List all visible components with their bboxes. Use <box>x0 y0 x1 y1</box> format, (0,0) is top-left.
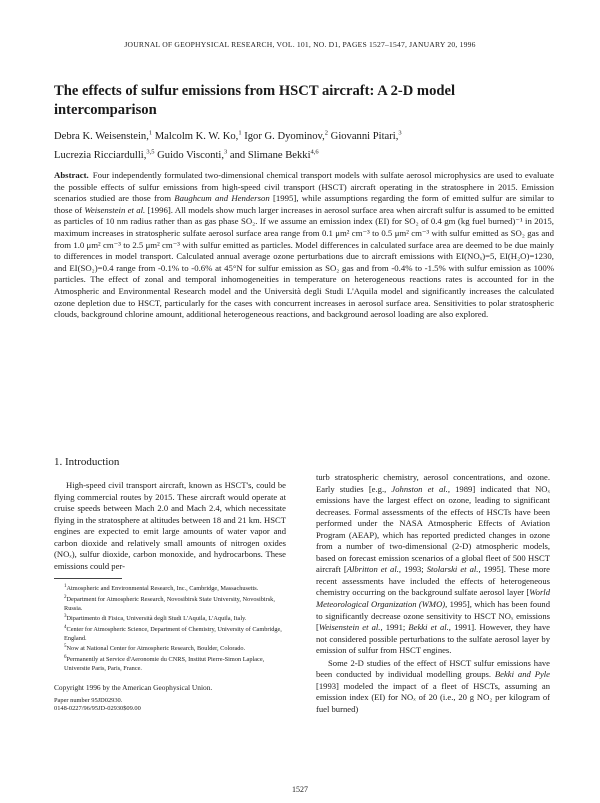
footnote: $^6$Permanently at Service d'Aeronomie du CNRS, Institut Pierre-Simon Laplace, Universite Paris, Paris, France. <box>64 655 265 672</box>
running-header: JOURNAL OF GEOPHYSICAL RESEARCH, VOL. 101, NO. D1, PAGES 1527–1547, JANUARY 20, 1996 <box>124 40 476 49</box>
right-column <box>316 472 550 715</box>
footnote: $^3$Dipartimento di Fisica, Università degli Studi L'Aquila, L'Aquila, Italy. <box>64 614 247 623</box>
footnote: $^1$Atmospheric and Environmental Research, Inc., Cambridge, Massachusetts. <box>64 584 259 593</box>
abstract: Abstract. Four independently formulated two-dimensional chemical transport models with sulfate aerosol microphysics are used to evaluate the possible effects of sulfur emissions from high-speed civil transport (HSCT) aircraft operating in the stratosphere in 2015. Emission scenarios studied are those from Baughcum and Henderson [1995], while assumptions regarding the form of emitted sulfur are similar to those of Weisenstein et al. [1996]. All models show much larger increases in aerosol surface area when aircraft sulfur is assumed to be emitted as particles of 10 nm radius rather than as gas phase SO₂. If we assume an emission index (EI) for SO₂ of 0.4 gm (kg fuel burned)⁻¹ in 2015, maximum increases in stratospheric sulfate aerosol surface area range from 0.1 μm² cm⁻³ to 0.5 μm² cm⁻³ with sulfur emitted as SO₂ gas and from 1.0 μm² cm⁻³ to 2.5 μm² cm⁻³ with sulfur emitted as particles. Model differences in calculated surface area are deemed to be due mainly to differences in model transport. Calculated annual average ozone perturbations due to aircraft emissions with EI(NOₓ)=5, EI(H₂O)=1230, and EI(SO₂)=0.4 range from -0.1% to -0.6% at 45°N for sulfur emission as SO₂ gas and from -0.4% to -1.5% with sulfur emission as 100% particles. The effect of zonal and temporal inhomogeneities in temperature on heterogeneous reactions rates is accounted for in the Atmospheric and Environmental Research model and the Università degli Studi L'Aquila model and significantly increases the calculated ozone depletion due to HSCT, particularly for the cases with concurrent increases in aerosol surface area. Sensitivities to polar stratospheric clouds, background chlorine amount, additional heterogeneous reactions, and background aerosol loading are also explored. <box>54 170 554 320</box>
author: Giovanni Pitari,$^3$ <box>328 129 402 142</box>
footnote: $^4$Center for Atmospheric Science, Department of Chemistry, University of Cambridge, England. <box>64 625 282 642</box>
intro-paragraph: Some 2-D studies of the effect of HSCT sulfur emissions have been conducted by individual modelling groups. Bekki and Pyle [1993] modeled the impact of a fleet of HSCTs, assuming an emission index (EI) for NOₓ of 20 (i.e., 20 g NO₂ per kilogram of fuel burned) <box>316 657 550 714</box>
author: Debra K. Weisenstein,$^1$ <box>54 129 153 142</box>
author-list <box>54 125 554 163</box>
footnote: $^5$Now at National Center for Atmospheric Research, Boulder, Colorado. <box>64 644 246 653</box>
footnote-divider <box>54 578 122 579</box>
copyright-notice: Copyright 1996 by the American Geophysical Union. <box>54 683 213 693</box>
author: Guido Visconti,$^3$ <box>154 148 228 161</box>
abstract-label: Abstract. <box>54 170 89 180</box>
issn-code: 0148-0227/96/95JD-02930$09.00 <box>54 705 141 713</box>
paper-title: The effects of sulfur emissions from HSCT aircraft: A 2-D model intercomparison <box>54 83 456 118</box>
intro-paragraph: High-speed civil transport aircraft, known as HSCT's, could be flying commercial routes by 2015. These aircraft would operate at cruise speeds between Mach 2.0 and Mach 2.4, which necessitate flying in the stratosphere at altitudes between 18 and 21 km. HSCT engines are expected to emit large amounts of water vapor and carbon dioxide and relatively small amounts of nitrogen oxides (NOₓ), sulfur dioxide, carbon monoxide, and hydrocarbons. These emissions could per- <box>54 480 286 571</box>
section-heading: 1. Introduction <box>54 456 120 468</box>
author: Lucrezia Ricciardulli,$^{3,5}$ <box>54 148 155 161</box>
affiliation-footnotes <box>54 583 286 673</box>
author: Igor G. Dyominov,$^2$ <box>241 129 329 142</box>
author: Malcolm K. W. Ko,$^1$ <box>152 129 242 142</box>
paper-number: Paper number 95JD02930. <box>54 696 123 704</box>
intro-paragraph-continued: turb stratospheric chemistry, aerosol concentrations, and ozone. Early studies [e.g., Johnston et al., 1989] indicated that NOₓ emissions have the largest effect on ozone, leading to significant decreases. Formal assessments of the effects of HSCTs have been performed under the NASA Atmospheric Effects of Aviation Program (AEAP), which has reported predicted changes in ozone from a number of two-dimensional (2-D) atmospheric models, based on forecast emission scenarios of a global fleet of 500 HSCT aircraft [Albritton et al., 1993; Stolarski et al., 1995]. These more recent assessments have included the effects of heterogeneous chemistry occurring on the background sulfate aerosol layer [World Meteorological Organization (WMO), 1995], which has been found to significantly decrease ozone sensitivity to HSCT NOₓ emissions [Weisenstein et al., 1991; Bekki et al., 1991]. However, they have not considered possible perturbations to the sulfate aerosol layer by emission of sulfur from HSCT engines. <box>316 472 550 656</box>
paper-identifiers <box>54 697 286 714</box>
left-column <box>54 456 286 714</box>
page-number: 1527 <box>292 785 308 794</box>
footnote: $^2$Department for Atmospheric Research, Novosibirsk State University, Novosibirsk, Russia. <box>64 595 275 612</box>
author: and Slimane Bekki$^{4,6}$ <box>227 148 319 161</box>
